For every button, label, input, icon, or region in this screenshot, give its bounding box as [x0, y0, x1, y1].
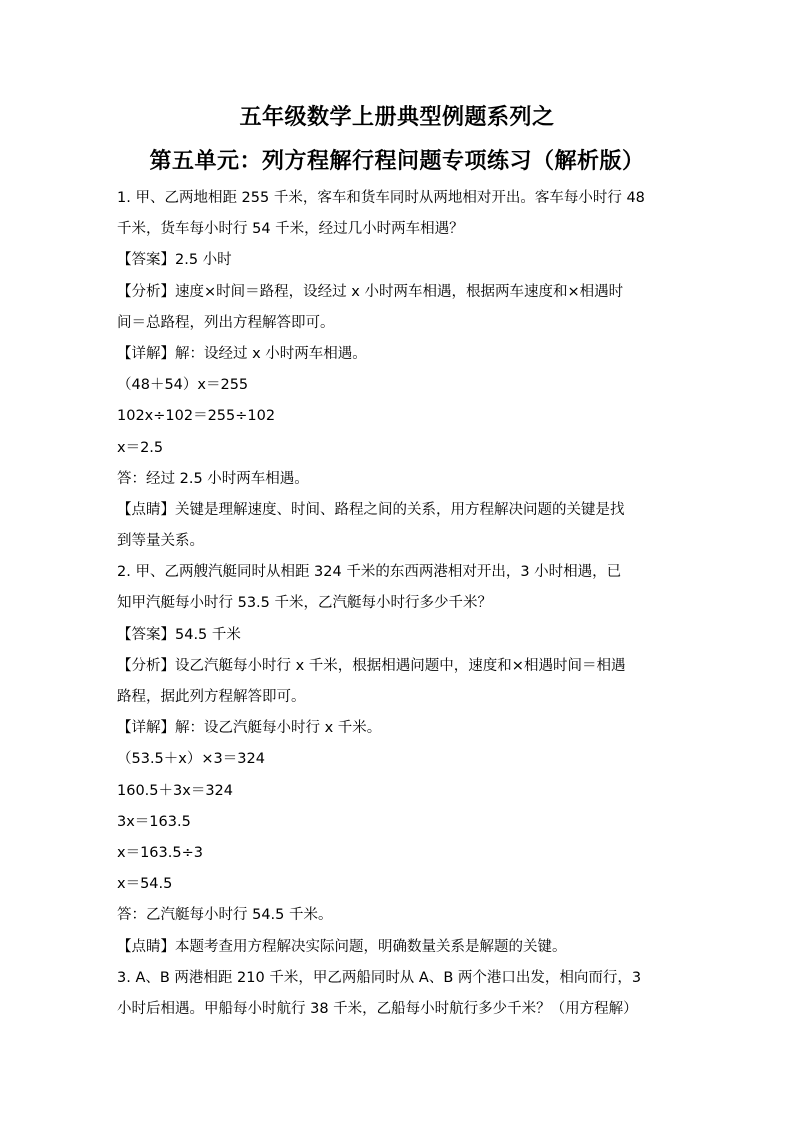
problem-1-step-1: （48＋54）x＝255 [117, 377, 249, 394]
problem-2-comment-line-1: 【点睛】本题考查用方程解决实际问题，明确数量关系是解题的关键。 [117, 938, 567, 955]
problem-2-answer: 【答案】54.5 千米 [117, 626, 241, 643]
problem-1-step-3: x＝2.5 [117, 439, 164, 456]
problem-2-analysis-line-1: 【分析】设乙汽艇每小时行 x 千米，根据相遇问题中，速度和×相遇时间＝相遇 [117, 657, 626, 674]
problem-1-analysis-line-2: 间＝总路程，列出方程解答即可。 [117, 314, 335, 331]
problem-2-question-line-1: 2. 甲、乙两艘汽艇同时从相距 324 千米的东西两港相对开出，3 小时相遇，已 [117, 564, 622, 581]
problem-1-comment-line-2: 到等量关系。 [117, 533, 204, 550]
page-subtitle: 第五单元：列方程解行程问题专项练习（解析版） [149, 149, 645, 174]
problem-1-reply: 答：经过 2.5 小时两车相遇。 [117, 470, 309, 487]
problem-2-question-line-2: 知甲汽艇每小时行 53.5 千米，乙汽艇每小时行多少千米？ [117, 595, 493, 612]
problem-1-detail: 【详解】解：设经过 x 小时两车相遇。 [117, 345, 367, 362]
problem-2-step-3: 3x＝163.5 [117, 813, 191, 830]
problem-2-detail: 【详解】解：设乙汽艇每小时行 x 千米。 [117, 720, 382, 737]
problem-2-step-4: x＝163.5÷3 [117, 844, 203, 861]
document-body [117, 183, 682, 1025]
problem-2-step-1: （53.5＋x）×3＝324 [117, 751, 265, 768]
problem-1-analysis-line-1: 【分析】速度×时间＝路程，设经过 x 小时两车相遇，根据两车速度和×相遇时 [117, 283, 624, 300]
problem-1-step-2: 102x÷102＝255÷102 [117, 408, 276, 425]
page-title: 五年级数学上册典型例题系列之 [239, 105, 555, 130]
problem-1-question-line-1: 1. 甲、乙两地相距 255 千米，客车和货车同时从两地相对开出。客车每小时行 48 [117, 190, 645, 206]
problem-3-question-line-2: 小时后相遇。甲船每小时航行 38 千米，乙船每小时航行多少千米？（用方程解） [117, 1000, 638, 1017]
problem-2-analysis-line-2: 路程，据此列方程解答即可。 [117, 689, 306, 705]
problem-1-comment-line-1: 【点睛】关键是理解速度、时间、路程之间的关系，用方程解决问题的关键是找 [117, 501, 625, 518]
problem-1-question-line-2: 千米，货车每小时行 54 千米，经过几小时两车相遇？ [117, 221, 464, 238]
problem-1-answer: 【答案】2.5 小时 [117, 252, 232, 269]
problem-2-step-5: x＝54.5 [117, 876, 173, 893]
problem-2-step-2: 160.5＋3x＝324 [117, 782, 233, 799]
problem-2-reply: 答：乙汽艇每小时行 54.5 千米。 [117, 907, 333, 924]
problem-3-question-line-1: 3. A、B 两港相距 210 千米，甲乙两船同时从 A、B 两个港口出发，相向而行，3 [117, 969, 642, 986]
